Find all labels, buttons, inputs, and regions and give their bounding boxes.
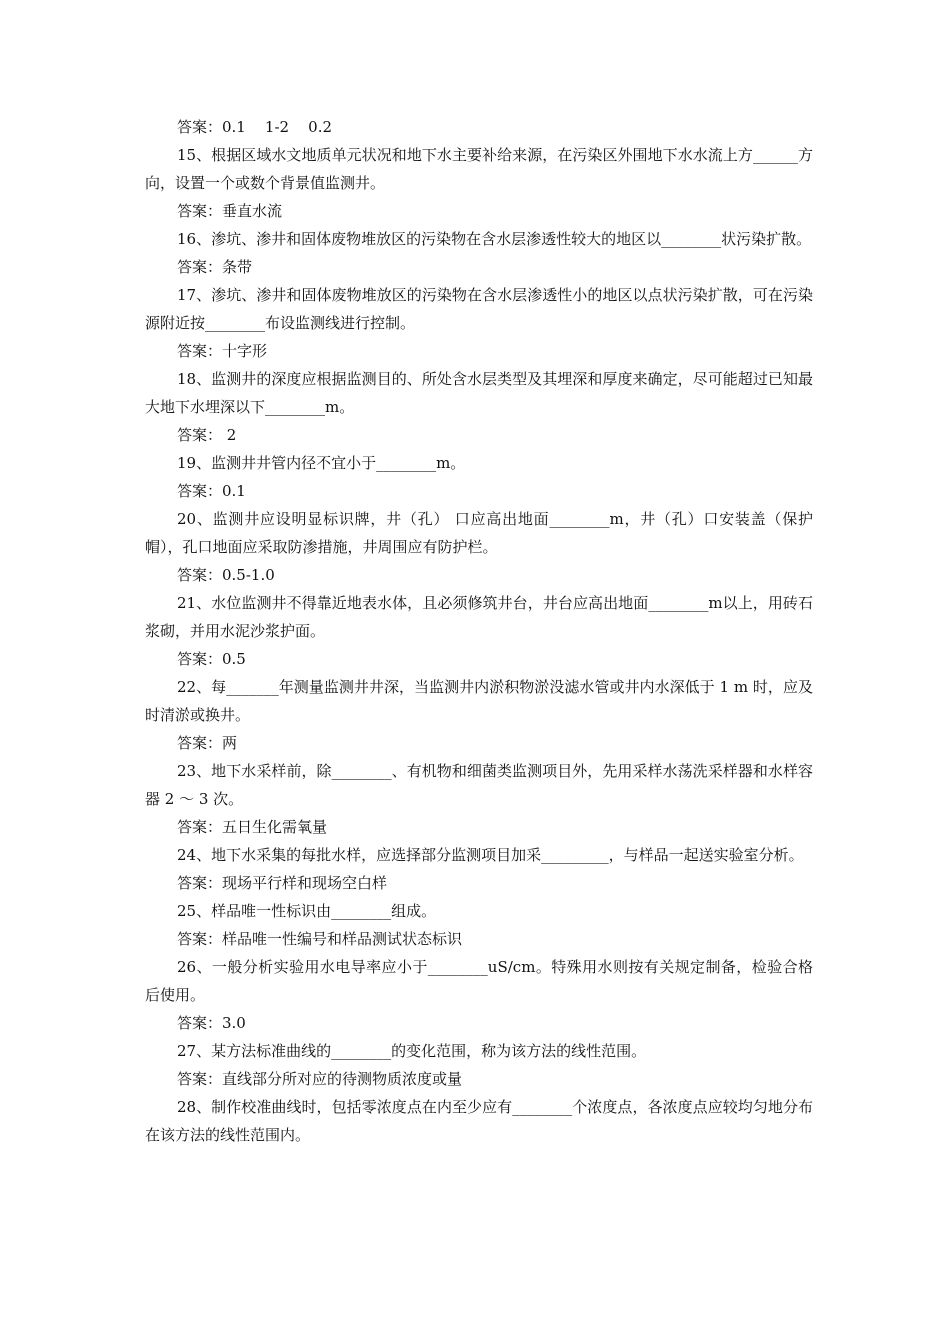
question-paragraph: 28、制作校准曲线时，包括零浓度点在内至少应有________个浓度点，各浓度点应较均匀地分布在该方法的线性范围内。 <box>145 1098 813 1144</box>
question-paragraph: 18、监测井的深度应根据监测目的、所处含水层类型及其埋深和厚度来确定，尽可能超过已知最大地下水埋深以下________m。 <box>145 370 813 416</box>
answer-line: 答案：直线部分所对应的待测物质浓度或量 <box>177 1070 463 1088</box>
question-paragraph: 24、地下水采集的每批水样，应选择部分监测项目加采_________，与样品一起送实验室分析。 <box>177 846 804 864</box>
answer-line: 答案：十字形 <box>177 342 268 360</box>
question-paragraph: 16、渗坑、渗井和固体废物堆放区的污染物在含水层渗透性较大的地区以________状污染扩散。 <box>177 230 812 248</box>
answer-line: 答案：0.1 1-2 0.2 <box>177 118 333 136</box>
answer-line: 答案：条带 <box>177 258 253 276</box>
answer-line: 答案：0.1 <box>177 482 246 500</box>
answer-line: 答案：现场平行样和现场空白样 <box>177 874 388 892</box>
answer-line: 答案：样品唯一性编号和样品测试状态标识 <box>177 930 463 948</box>
answer-line: 答案：0.5-1.0 <box>177 566 275 584</box>
answer-line: 答案：五日生化需氧量 <box>177 818 328 836</box>
answer-line: 答案：0.5 <box>177 650 246 668</box>
answer-line: 答案：两 <box>177 734 238 752</box>
question-paragraph: 15、根据区域水文地质单元状况和地下水主要补给来源，在污染区外围地下水水流上方______方向，设置一个或数个背景值监测井。 <box>145 146 813 192</box>
answer-line: 答案：垂直水流 <box>177 202 283 220</box>
answer-line: 答案： 2 <box>177 426 237 444</box>
question-paragraph: 17、渗坑、渗井和固体废物堆放区的污染物在含水层渗透性小的地区以点状污染扩散，可在污染源附近按________布设监测线进行控制。 <box>145 286 813 332</box>
question-paragraph: 21、水位监测井不得靠近地表水体，且必须修筑井台，井台应高出地面________m以上，用砖石浆砌，并用水泥沙浆护面。 <box>145 594 813 640</box>
question-paragraph: 19、监测井井管内径不宜小于________m。 <box>177 454 466 472</box>
document-body <box>145 113 813 1149</box>
question-paragraph: 25、样品唯一性标识由________组成。 <box>177 902 437 920</box>
question-paragraph: 22、每_______年测量监测井井深，当监测井内淤积物淤没滤水管或井内水深低于 1 m 时，应及时清淤或换井。 <box>145 678 813 724</box>
question-paragraph: 20、监测井应设明显标识牌，井（孔） 口应高出地面________m，井（孔）口安装盖（保护帽），孔口地面应采取防渗措施，井周围应有防护栏。 <box>145 510 813 556</box>
question-paragraph: 27、某方法标准曲线的________的变化范围，称为该方法的线性范围。 <box>177 1042 647 1060</box>
question-paragraph: 23、地下水采样前，除________、有机物和细菌类监测项目外，先用采样水荡洗采样器和水样容器 2 ～ 3 次。 <box>145 762 813 808</box>
question-paragraph: 26、一般分析实验用水电导率应小于________uS/cm。特殊用水则按有关规定制备，检验合格后使用。 <box>145 958 813 1004</box>
answer-line: 答案：3.0 <box>177 1014 246 1032</box>
